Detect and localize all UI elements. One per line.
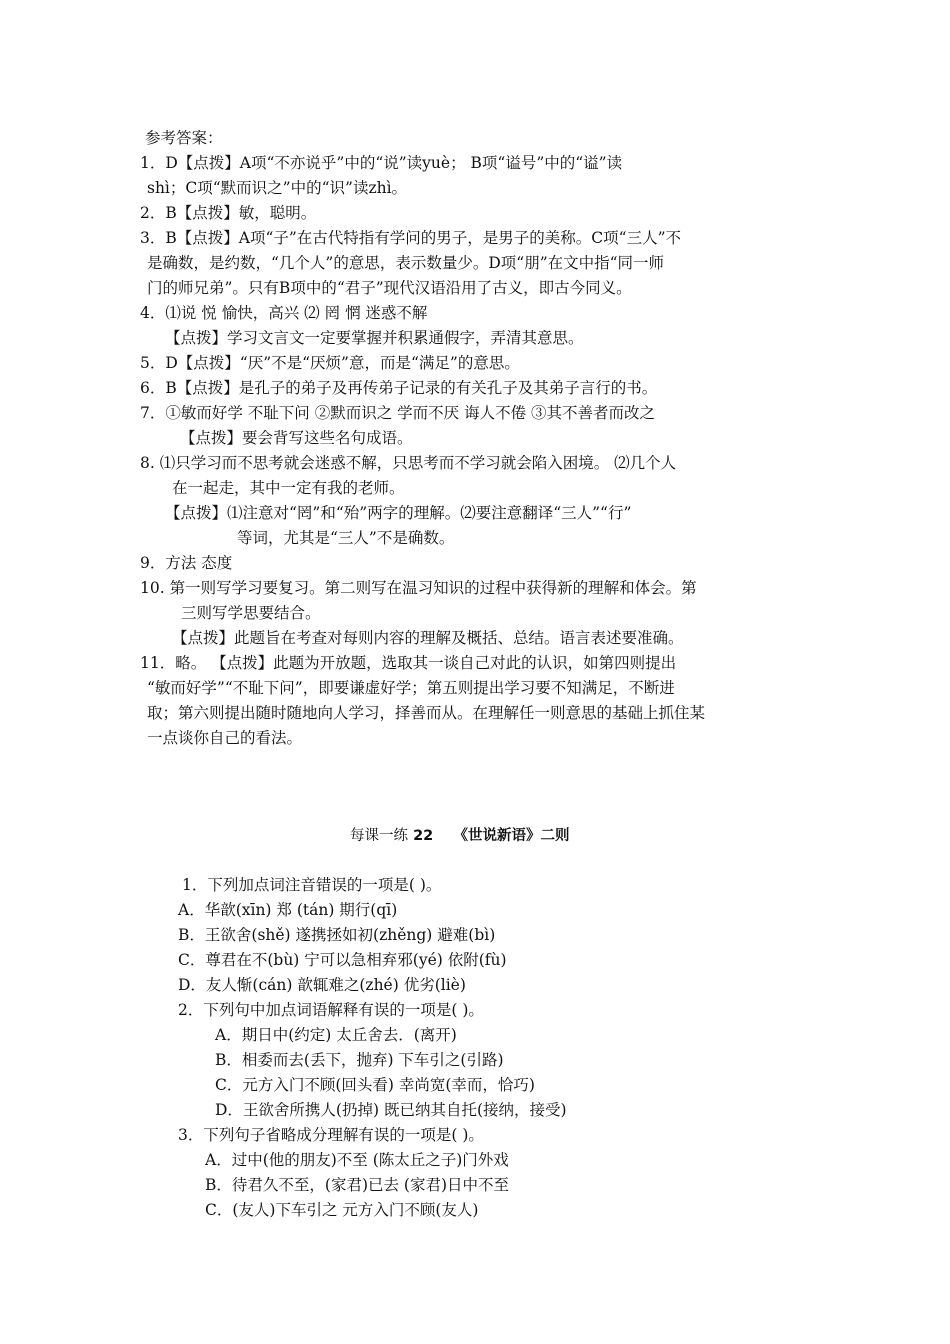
answer-line: 在一起走，其中一定有我的老师。 — [172, 479, 405, 497]
question-line: 2．下列句中加点词语解释有误的一项是( )。 — [178, 1001, 484, 1019]
answer-line: “敏而好学”“不耻下问”，即要谦虚好学；第五则提出学习要不知满足，不断进 — [147, 679, 675, 697]
answer-line: 【点拨】⑴注意对“罔”和“殆”两字的理解。⑵要注意翻译“三人”“行” — [165, 504, 632, 522]
question-line: A．过中(他的朋友)不至 (陈太丘之子)门外戏 — [205, 1151, 509, 1169]
answers-heading: 参考答案： — [145, 129, 223, 147]
question-line: D．王欲舍所携人(扔掉) 既已纳其自托(接纳，接受) — [215, 1101, 567, 1119]
answer-line: 门的师兄弟”。只有B项中的“君子”现代汉语沿用了古义，即古今同义。 — [147, 279, 632, 297]
answer-line: 是确数，是约数，“几个人”的意思，表示数量少。D项“朋”在文中指“同一师 — [147, 254, 665, 272]
question-line: C．尊君在不(bù) 宁可以急相弃邪(yé) 依附(fù) — [178, 951, 507, 969]
answer-line: 7．①敏而好学 不耻下问 ②默而识之 学而不厌 诲人不倦 ③其不善者而改之 — [140, 404, 655, 422]
answer-line: 5．D【点拨】“厌”不是“厌烦”意，而是“满足”的意思。 — [140, 354, 520, 372]
question-line: A．期日中(约定) 太丘舍去．(离开) — [215, 1026, 457, 1044]
answer-line: 8. ⑴只学习而不思考就会迷惑不解，只思考而不学习就会陷入困境。 ⑵几个人 — [140, 454, 677, 472]
answer-line: 2．B【点拨】敏，聪明。 — [140, 204, 317, 222]
answer-line: 等词，尤其是“三人”不是确数。 — [237, 529, 455, 547]
question-line: C．元方入门不顾(回头看) 幸尚宽(幸而，恰巧) — [215, 1076, 535, 1094]
lesson-title — [350, 826, 569, 846]
answer-line: 3．B【点拨】A项“子”在古代特指有学问的男子，是男子的美称。C项“三人”不 — [140, 229, 682, 247]
answer-line: 【点拨】此题旨在考查对每则内容的理解及概括、总结。语言表述要准确。 — [172, 629, 684, 647]
question-line: D．友人惭(cán) 歆辄难之(zhé) 优劣(liè) — [178, 976, 466, 994]
question-line: B．待君久不至，(家君)已去 (家君)日中不至 — [205, 1176, 510, 1194]
answer-line: 三则写学思要结合。 — [181, 604, 321, 622]
lesson-number: 22 — [413, 828, 434, 844]
question-line: 1．下列加点词注音错误的一项是( )。 — [182, 876, 442, 894]
answer-line: 【点拨】学习文言文一定要掌握并积累通假字，弄清其意思。 — [165, 329, 584, 347]
question-line: B．王欲舍(shě) 遂携拯如初(zhěng) 避难(bì) — [178, 926, 496, 944]
answer-line: 【点拨】要会背写这些名句成语。 — [180, 429, 413, 447]
lesson-prefix: 每课一练 — [350, 828, 408, 844]
answer-line: 1．D【点拨】A项“不亦说乎”中的“说”读yuè； B项“谥号”中的“谥”读 — [140, 154, 623, 172]
answer-line: 取；第六则提出随时随地向人学习，择善而从。在理解任一则意思的基础上抓住某 — [147, 704, 706, 722]
question-line: C．(友人)下车引之 元方入门不顾(友人) — [205, 1201, 479, 1219]
lesson-name: 《世说新语》二则 — [453, 828, 570, 844]
answer-line: 6．B【点拨】是孔子的弟子及再传弟子记录的有关孔子及其弟子言行的书。 — [140, 379, 658, 397]
answer-line: 11．略。 【点拨】此题为开放题，选取其一谈自己对此的认识，如第四则提出 — [140, 654, 677, 672]
answer-line: 10. 第一则写学习要复习。第二则写在温习知识的过程中获得新的理解和体会。第 — [140, 579, 697, 597]
question-line: A．华歆(xīn) 郑 (tán) 期行(qī) — [178, 901, 398, 919]
answer-line: shì；C项“默而识之”中的“识”读zhì。 — [147, 179, 408, 197]
answer-line: 9．方法 态度 — [140, 554, 233, 572]
question-line: 3．下列句子省略成分理解有误的一项是( )。 — [178, 1126, 484, 1144]
question-line: B．相委而去(丢下，抛弃) 下车引之(引路) — [215, 1051, 504, 1069]
answer-line: 4．⑴说 悦 愉快，高兴 ⑵ 罔 惘 迷惑不解 — [140, 304, 428, 322]
answer-line: 一点谈你自己的看法。 — [147, 729, 303, 747]
